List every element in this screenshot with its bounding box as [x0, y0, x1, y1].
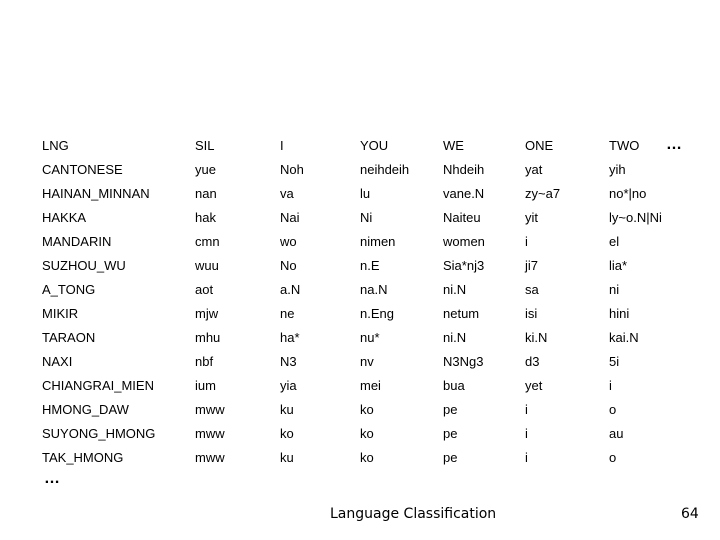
footer-title: Language Classification: [330, 506, 497, 522]
table-cell: Nhdeih: [443, 162, 485, 177]
table-cell: au: [609, 426, 624, 441]
table-cell: o: [609, 402, 617, 417]
table-cell: kai.N: [609, 330, 639, 345]
table-row: [42, 446, 679, 470]
table-cell: ko: [360, 402, 374, 417]
table-cell: ki.N: [525, 330, 548, 345]
table-cell: nv: [360, 354, 374, 369]
table-cell: HAKKA: [42, 210, 87, 225]
table-cell: 5i: [609, 354, 620, 369]
column-header: SIL: [195, 138, 215, 153]
table-cell: bua: [443, 378, 465, 393]
table-cell: yat: [525, 162, 543, 177]
table-cell: ni.N: [443, 282, 467, 297]
column-header: WE: [443, 138, 464, 153]
table-cell: i: [525, 402, 528, 417]
table-cell: pe: [443, 426, 458, 441]
table-cell: Sia*nj3: [443, 258, 485, 273]
table-cell: SUYONG_HMONG: [42, 426, 156, 441]
table-body: [42, 158, 679, 470]
table-cell: ku: [280, 450, 294, 465]
column-header: LNG: [42, 138, 69, 153]
table-row: [42, 374, 679, 398]
table-cell: na.N: [360, 282, 388, 297]
table-cell: nbf: [195, 354, 214, 369]
column-header: I: [280, 138, 284, 153]
table-cell: lia*: [609, 258, 628, 273]
table-cell: ko: [360, 426, 374, 441]
table-cell: hak: [195, 210, 216, 225]
table-cell: ni: [609, 282, 620, 297]
table-cell: ha*: [280, 330, 300, 345]
table-cell: n.E: [360, 258, 380, 273]
column-header: TWO: [609, 138, 640, 153]
table-cell: ni.N: [443, 330, 467, 345]
table-cell: ko: [280, 426, 294, 441]
table-cell: ji7: [525, 258, 539, 273]
table-row: [42, 182, 679, 206]
table-cell: mhu: [195, 330, 221, 345]
table-row: [42, 422, 679, 446]
table-cell: n.Eng: [360, 306, 394, 321]
table-cell: nimen: [360, 234, 396, 249]
table-cell: neihdeih: [360, 162, 410, 177]
table-cell: N3Ng3: [443, 354, 484, 369]
table-cell: i: [525, 450, 528, 465]
table-row: [42, 278, 679, 302]
table-cell: Noh: [280, 162, 304, 177]
table-cell: SUZHOU_WU: [42, 258, 126, 273]
table-cell: va: [280, 186, 294, 201]
table-cell: wo: [280, 234, 297, 249]
table-row: [42, 206, 679, 230]
table-cell: lu: [360, 186, 371, 201]
table-cell: cmn: [195, 234, 220, 249]
table-cell: i: [609, 378, 612, 393]
table-cell: No: [280, 258, 297, 273]
table-cell: nan: [195, 186, 217, 201]
table-row: [42, 302, 679, 326]
table-cell: no*|no: [609, 186, 647, 201]
table-cell: women: [443, 234, 485, 249]
table-cell: pe: [443, 450, 458, 465]
table-cell: yet: [525, 378, 543, 393]
table-cell: N3: [280, 354, 297, 369]
table-header-row: [42, 134, 679, 158]
table-cell: aot: [195, 282, 214, 297]
page-number: 64: [681, 506, 699, 522]
table-cell: yia: [280, 378, 297, 393]
table-cell: mww: [195, 450, 225, 465]
table-cell: ly~o.N|Ni: [609, 210, 662, 225]
table-cell: CANTONESE: [42, 162, 123, 177]
column-header: YOU: [360, 138, 389, 153]
table-cell: Naiteu: [443, 210, 481, 225]
table-row: [42, 398, 679, 422]
table-cell: i: [525, 426, 528, 441]
table-cell: Ni: [360, 210, 373, 225]
table-cell: zy~a7: [525, 186, 561, 201]
table-cell: netum: [443, 306, 480, 321]
ellipsis-more-columns: …: [666, 136, 683, 153]
table-cell: HMONG_DAW: [42, 402, 129, 417]
table-cell: isi: [525, 306, 538, 321]
table-cell: A_TONG: [42, 282, 96, 297]
table-cell: NAXI: [42, 354, 73, 369]
table-row: [42, 326, 679, 350]
table-cell: nu*: [360, 330, 380, 345]
table-row: [42, 350, 679, 374]
table-cell: vane.N: [443, 186, 485, 201]
table-cell: HAINAN_MINNAN: [42, 186, 150, 201]
table-cell: TARAON: [42, 330, 96, 345]
table-cell: mjw: [195, 306, 219, 321]
table-row: [42, 254, 679, 278]
table-cell: hini: [609, 306, 630, 321]
table-cell: i: [525, 234, 528, 249]
table-cell: o: [609, 450, 617, 465]
table-cell: mei: [360, 378, 381, 393]
table-cell: mww: [195, 402, 225, 417]
table-cell: d3: [525, 354, 540, 369]
table-cell: Nai: [280, 210, 300, 225]
table-cell: el: [609, 234, 620, 249]
table-cell: yih: [609, 162, 626, 177]
column-header: ONE: [525, 138, 554, 153]
table-cell: ium: [195, 378, 216, 393]
table-cell: yit: [525, 210, 538, 225]
ellipsis-more-rows: …: [44, 470, 61, 487]
table-row: [42, 158, 679, 182]
table-cell: CHIANGRAI_MIEN: [42, 378, 154, 393]
table-cell: yue: [195, 162, 216, 177]
table-cell: MIKIR: [42, 306, 79, 321]
language-table: [42, 134, 679, 470]
table-cell: ko: [360, 450, 374, 465]
table-cell: MANDARIN: [42, 234, 112, 249]
table-cell: ne: [280, 306, 295, 321]
table-cell: mww: [195, 426, 225, 441]
table-cell: sa: [525, 282, 539, 297]
table-cell: TAK_HMONG: [42, 450, 124, 465]
table-cell: ku: [280, 402, 294, 417]
table-row: [42, 230, 679, 254]
table-cell: wuu: [195, 258, 219, 273]
table-cell: pe: [443, 402, 458, 417]
table-cell: a.N: [280, 282, 301, 297]
